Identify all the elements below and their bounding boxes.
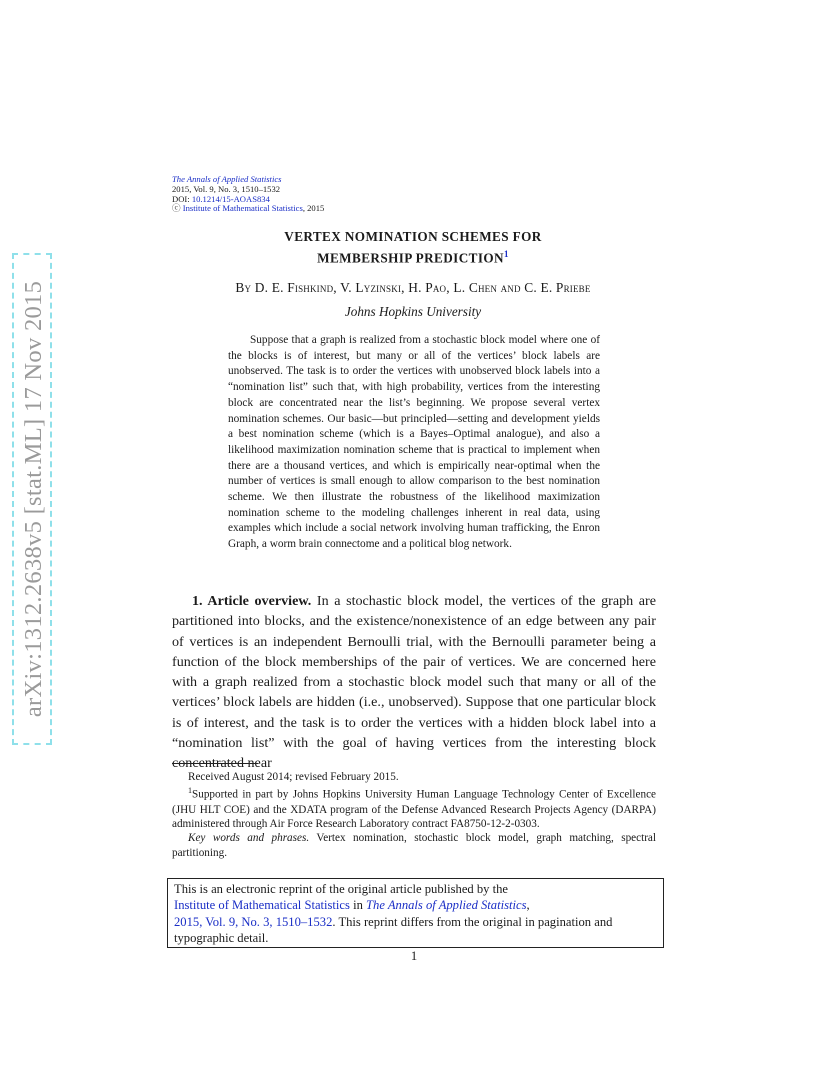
reprint-rest: . This reprint differs from the original in pagination and typographic detail. bbox=[174, 914, 613, 946]
footnotes bbox=[172, 770, 656, 860]
copyright-line bbox=[172, 204, 324, 214]
title-line-2 bbox=[172, 246, 654, 267]
journal-name-link[interactable]: The Annals of Applied Statistics bbox=[172, 174, 282, 184]
copyright-symbol: ⓒ bbox=[172, 203, 181, 214]
reprint-publisher-link[interactable]: Institute of Mathematical Statistics bbox=[174, 898, 350, 913]
section-1-paragraph bbox=[172, 591, 656, 774]
author-list: By D. E. Fishkind, V. Lyzinski, H. Pao, L. Chen and C. E. Priebe bbox=[235, 280, 591, 295]
section-heading: 1. Article overview. bbox=[192, 593, 312, 609]
journal-header bbox=[172, 175, 324, 214]
support-footnote-mark: 1 bbox=[188, 786, 192, 796]
reprint-intro: This is an electronic reprint of the original article published by the bbox=[174, 882, 508, 896]
doi-link[interactable]: 10.1214/15-AOAS834 bbox=[191, 193, 270, 204]
received-note: Received August 2014; revised February 2015. bbox=[188, 771, 399, 783]
doi-label: DOI: bbox=[172, 193, 192, 204]
keywords-text: Vertex nomination, stochastic block model, graph matching, spectral partitioning. bbox=[172, 832, 656, 859]
abstract: Suppose that a graph is realized from a stochastic block model where one of the blocks is of interest, but many or all of the vertices’ block labels are unobserved. The task is to order the vertices with unobserved block labels into a “nomination list” such that, with high probability, vertices from the interesting block are concentrated near the list’s beginning. We propose several vertex nomination schemes. Our basic—but principled—setting and development yields a best nomination scheme (which is a Bayes–Optimal analogue), and also a likelihood maximization nomination scheme that is practical to implement when there are a thousand vertices, and which is empirically near-optimal when the number of vertices is small enough to allow comparison to the best nomination scheme. We then illustrate the robustness of the likelihood maximization nomination scheme to the modeling challenges inherent in real data, using examples which include a social network involving human trafficking, the Enron Graph, a worm brain connectome and a political blog network. bbox=[228, 334, 600, 551]
title-line-2-text: MEMBERSHIP PREDICTION bbox=[317, 249, 504, 265]
reprint-comma: , bbox=[526, 898, 530, 913]
title-footnote-mark[interactable]: 1 bbox=[503, 248, 509, 259]
support-footnote bbox=[172, 784, 656, 831]
reprint-in: in bbox=[349, 898, 367, 913]
affiliation: Johns Hopkins University bbox=[344, 304, 482, 319]
support-footnote-text: Supported in part by Johns Hopkins University Human Language Technology Center of Excellence (JHU HLT COE) and the XDATA program of the Defense Advanced Research Projects Agency (DARPA) administered through Air Force Research Laboratory contract FA8750-12-2-0303. bbox=[172, 789, 656, 830]
keywords-note bbox=[172, 831, 656, 860]
volume-line: 2015, Vol. 9, No. 3, 1510–1532 bbox=[172, 183, 281, 194]
arxiv-side-stamp[interactable] bbox=[12, 253, 52, 745]
footnote-rule bbox=[172, 763, 258, 764]
publisher-link[interactable]: Institute of Mathematical Statistics bbox=[182, 203, 303, 214]
copyright-year: , 2015 bbox=[302, 203, 325, 214]
reprint-citation-link[interactable]: 2015, Vol. 9, No. 3, 1510–1532 bbox=[174, 914, 333, 929]
arxiv-identifier: arXiv:1312.2638v5 [stat.ML] 17 Nov 2015 bbox=[20, 280, 47, 718]
title-line-1: VERTEX NOMINATION SCHEMES FOR bbox=[284, 229, 542, 244]
section-text: In a stochastic block model, the vertices of the graph are partitioned into blocks, and the existence/nonexistence of an edge between any pair of vertices is an independent Bernoulli trial, with the Bernoulli parameter being a function of the block memberships of the pair of vertices. We are concerned here with a graph realized from a stochastic block model such that many or all of the vertices’ block labels are hidden (i.e., unobserved). Suppose that one particular block is of interest, and the task is to order the vertices with a hidden block label into a “nomination list” with the goal of having vertices from the interesting block concentrated near bbox=[172, 593, 656, 772]
reprint-notice-box bbox=[167, 878, 664, 948]
keywords-label: Key words and phrases. bbox=[188, 832, 310, 845]
page-number: 1 bbox=[410, 949, 418, 963]
reprint-journal-link[interactable]: The Annals of Applied Statistics bbox=[366, 898, 527, 913]
article-title bbox=[172, 229, 654, 266]
